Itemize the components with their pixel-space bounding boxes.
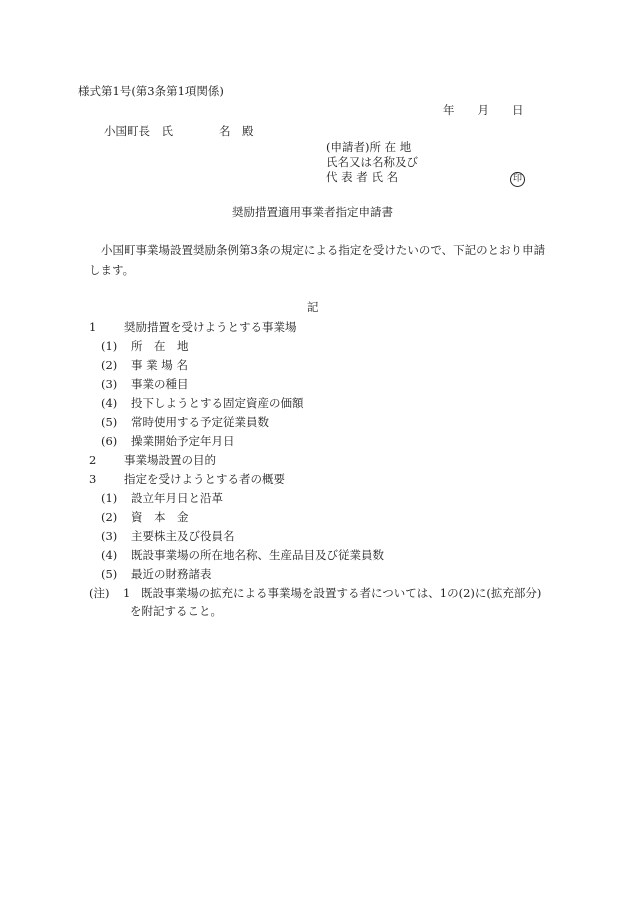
section-label: 指定を受けようとする者の概要 [124, 472, 285, 486]
note-line-1 [89, 588, 541, 600]
note-text: 既設事業場の拡充による事業場を設置する者については、1の(2)に(拡充部分) [141, 586, 542, 600]
item-label: 所 在 地 [131, 339, 189, 353]
item-number: (1) [101, 339, 118, 353]
note-prefix: (注) [89, 586, 110, 600]
item-label: 常時使用する予定従業員数 [131, 415, 269, 429]
applicant-address-label: (申請者)所 在 地 [326, 140, 412, 154]
list-item [101, 341, 189, 353]
list-item [101, 569, 212, 581]
item-number: (3) [101, 529, 118, 543]
item-label: 設立年月日と沿革 [131, 491, 223, 505]
body-text-line-1: 小国町事業場設置奨励条例第3条の規定による指定を受けたいので、下記のとおり申請 [101, 243, 546, 257]
list-item [101, 436, 235, 448]
item-label: 資 本 金 [131, 510, 189, 524]
item-label: 操業開始予定年月日 [131, 434, 235, 448]
item-number: (3) [101, 377, 118, 391]
section-number: 3 [89, 472, 97, 486]
ki-heading: 記 [307, 300, 319, 314]
item-number: (2) [101, 510, 118, 524]
applicant-representative-label: 代 表 者 氏 名 [326, 170, 399, 184]
list-item [101, 512, 189, 524]
document-title: 奨励措置適用事業者指定申請書 [232, 205, 393, 219]
list-item [101, 550, 384, 562]
section-2-heading [89, 455, 216, 467]
item-label: 主要株主及び役員名 [131, 529, 235, 543]
seal-mark [508, 170, 525, 187]
item-label: 投下しようとする固定資産の価額 [131, 396, 304, 410]
list-item [101, 531, 235, 543]
note-line-2: を附記すること。 [130, 604, 222, 618]
list-item [101, 379, 189, 391]
date-line: 年 月 日 [443, 103, 524, 117]
section-1-heading [89, 322, 297, 334]
list-item [101, 398, 304, 410]
item-label: 事 業 場 名 [131, 358, 188, 372]
list-item [101, 417, 269, 429]
item-number: (6) [101, 434, 118, 448]
list-item [101, 360, 188, 372]
item-number: (1) [101, 491, 118, 505]
item-number: (5) [101, 567, 118, 581]
list-item [101, 493, 223, 505]
form-number: 様式第1号(第3条第1項関係) [78, 84, 224, 98]
addressee: 小国町長 氏 名 殿 [104, 124, 254, 138]
note-number: 1 [123, 586, 131, 600]
item-label: 事業の種目 [131, 377, 189, 391]
section-3-heading [89, 474, 285, 486]
seal-icon: 印 [510, 172, 525, 187]
item-number: (4) [101, 396, 118, 410]
item-number: (4) [101, 548, 118, 562]
item-number: (2) [101, 358, 118, 372]
item-number: (5) [101, 415, 118, 429]
body-text-line-2: します。 [89, 263, 135, 277]
item-label: 既設事業場の所在地名称、生産品目及び従業員数 [131, 548, 384, 562]
section-label: 奨励措置を受けようとする事業場 [124, 320, 297, 334]
applicant-name-label: 氏名又は名称及び [326, 155, 418, 169]
section-number: 1 [89, 320, 97, 334]
item-label: 最近の財務諸表 [131, 567, 212, 581]
section-label: 事業場設置の目的 [124, 453, 216, 467]
section-number: 2 [89, 453, 97, 467]
